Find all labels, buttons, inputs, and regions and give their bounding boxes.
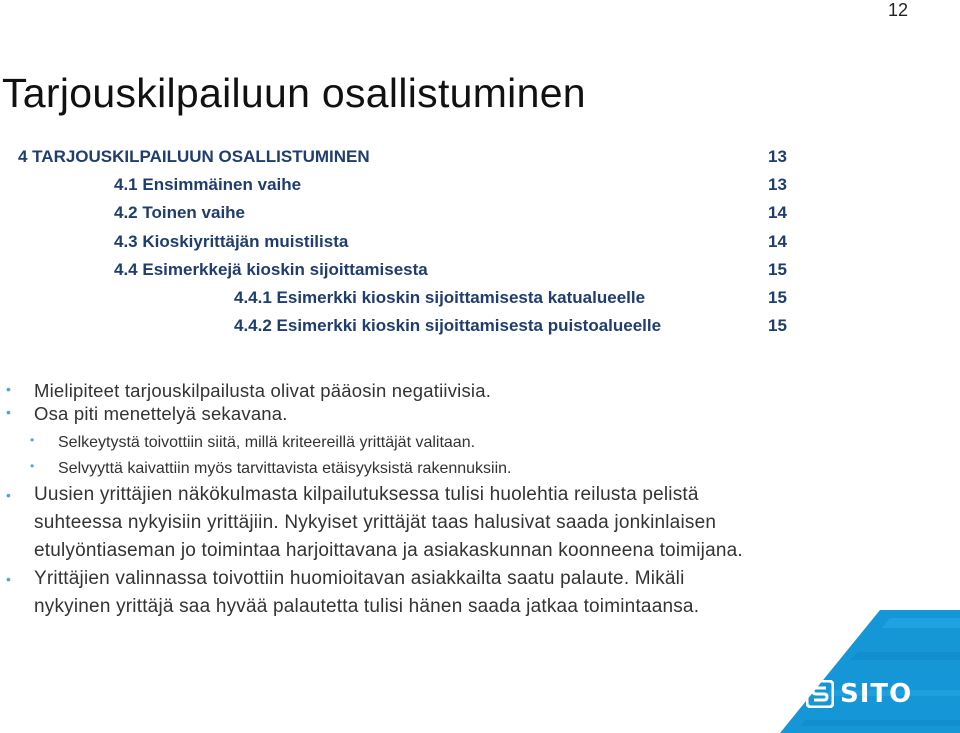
toc-entry-text: 4.3 Kioskiyrittäjän muistilista	[114, 232, 349, 251]
toc-entry-text: 4.4.1 Esimerkki kioskin sijoittamisesta katualueelle	[234, 288, 646, 307]
bullet-item: Osa piti menettelyä sekavana.	[34, 403, 288, 424]
sub-bullet-item: Selkeytystä toivottiin siitä, millä kriteereillä yrittäjät valitaan.	[58, 434, 476, 451]
bullet-item-line: Uusien yrittäjien näkökulmasta kilpailutuksessa tulisi huolehtia reilusta pelistä	[34, 484, 699, 505]
bullet-item: Mielipiteet tarjouskilpailusta olivat pääosin negatiivisia.	[34, 380, 492, 401]
toc-entry-text: 4.1 Ensimmäinen vaihe	[114, 175, 302, 194]
sito-s-icon	[806, 680, 834, 708]
slide-title: Tarjouskilpailuun osallistuminen	[2, 70, 586, 116]
toc-entry-text: 4 TARJOUSKILPAILUUN OSALLISTUMINEN	[18, 147, 370, 166]
bullet-item-line: suhteessa nykyisiin yrittäjiin. Nykyiset yrittäjät taas halusivat saada jonkinlaisen	[34, 512, 717, 533]
toc-page-number: 15	[768, 260, 787, 279]
toc-row	[114, 200, 788, 226]
sito-logo	[806, 674, 912, 714]
toc-row	[114, 257, 788, 283]
brand-stripes	[740, 610, 960, 733]
toc-page-number: 13	[768, 147, 787, 166]
bullet-item-line: Yrittäjien valinnassa toivottiin huomioitavan asiakkailta saatu palaute. Mikäli	[34, 568, 685, 589]
bullet-item-line: nykyinen yrittäjä saa hyvää palautetta tulisi hänen saada jatkaa toimintaansa.	[34, 596, 700, 617]
bullet-item-line: etulyöntiaseman jo toimintaa harjoittavana ja asiakaskunnan koonneena toimijana.	[34, 540, 743, 561]
toc-page-number: 15	[768, 288, 787, 307]
page-number: 12	[887, 0, 908, 20]
bullet-dot-icon: •	[6, 487, 11, 503]
toc-page-number: 15	[768, 316, 787, 335]
toc-page-number: 14	[768, 232, 787, 251]
bullet-dot-icon: •	[30, 433, 35, 447]
sub-bullet-item: Selvyyttä kaivattiin myös tarvittavista etäisyyksistä rakennuksiin.	[58, 460, 512, 477]
toc-row	[114, 229, 788, 255]
bullet-dot-icon: •	[6, 381, 11, 397]
bullet-dot-icon: •	[6, 404, 11, 420]
toc-row	[114, 172, 788, 198]
bullet-dot-icon: •	[6, 571, 11, 587]
toc-row	[234, 285, 788, 311]
bullet-dot-icon: •	[30, 459, 35, 473]
toc-entry-text: 4.2 Toinen vaihe	[114, 203, 246, 222]
toc-entry-text: 4.4.2 Esimerkki kioskin sijoittamisesta puistoalueelle	[234, 316, 662, 335]
toc-entry-text: 4.4 Esimerkkejä kioskin sijoittamisesta	[114, 260, 428, 279]
toc-page-number: 13	[768, 175, 787, 194]
toc-page-number: 14	[768, 203, 787, 222]
toc-row	[234, 313, 788, 339]
toc-row	[18, 144, 788, 170]
logo-text: SITO	[840, 679, 913, 709]
